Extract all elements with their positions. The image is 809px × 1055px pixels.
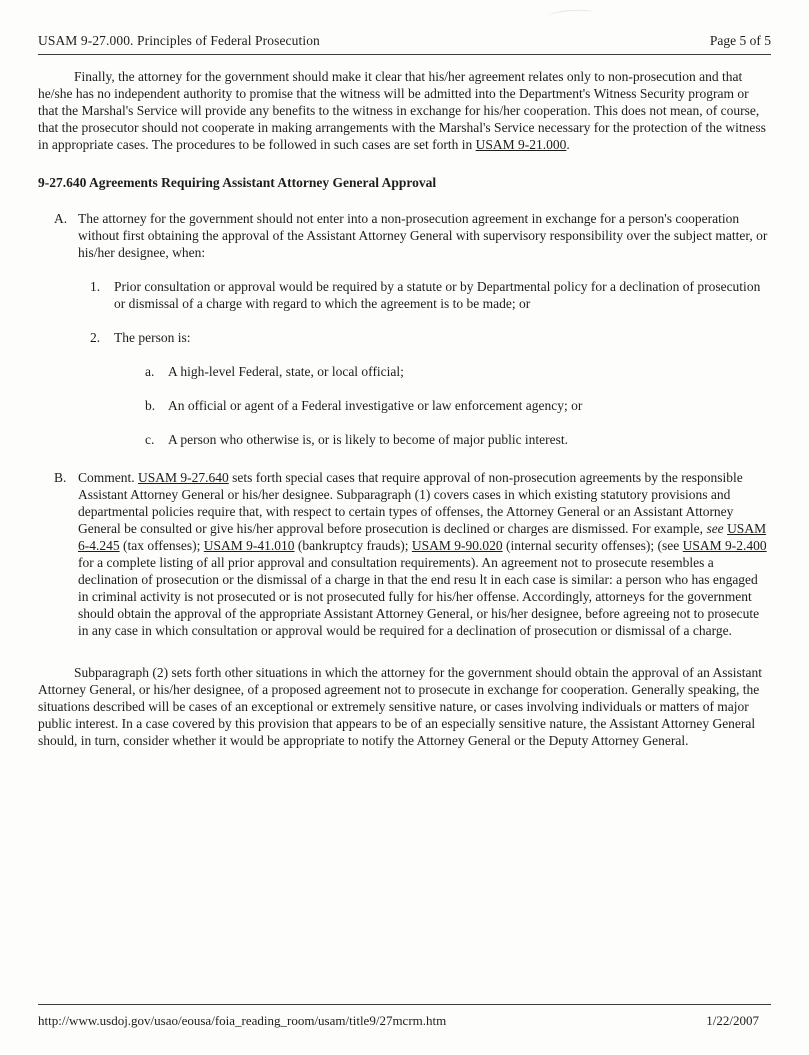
closing-paragraph: Subparagraph (2) sets forth other situations in which the attorney for the government should obtain the approval of an Assistant Attorney General, or his/her designee, of a proposed agreement not to prosecute in exchange for cooperation. Generally speaking, the situations described will be cases of an exceptional or extremely sensitive nature, or cases involving individuals or matters of major public interest. In a case covered by this provision that appears to be of an especially sensitive nature, the Assistant Attorney General should, in turn, consider whether it would be appropriate to notify the Attorney General or the Deputy Attorney General.	[38, 665, 762, 748]
list-item-b	[54, 469, 771, 639]
comment-text: Comment.	[78, 470, 138, 485]
link-usam-9-90-020: USAM 9-90.020	[411, 538, 503, 553]
footer-date: 1/22/2007	[706, 1013, 759, 1028]
outline-list	[54, 191, 771, 639]
intro-text-end: .	[566, 137, 570, 152]
list-marker-b: B.	[54, 470, 67, 485]
page-number: Page 5 of 5	[709, 33, 771, 48]
list-marker-2c: c.	[145, 432, 155, 447]
list-item-2a	[145, 363, 771, 380]
comment-text: for a complete listing of all prior approval and consultation requirements). An agreement not to prosecute resembles a declination of prosecution or the dismissal of a charge in that the end resu lt in each case is similar: a person who has engaged in criminal activity is not prosecuted or is not prosecuted fully for his/her offense. Accordingly, attorneys for the government should obtain the approval of the appropriate Assistant Attorney General, or his/her designee, before agreeing not to prosecute in any case in which consultation or approval would be required for a declination of prosecution or dismissal of a charge.	[78, 555, 760, 638]
link-usam-9-41-010: USAM 9-41.010	[203, 538, 295, 553]
list-item-2-content	[114, 329, 771, 448]
comment-text: (internal security offenses); (see	[502, 538, 683, 553]
page-header	[38, 32, 771, 55]
comment-text: (bankruptcy frauds);	[294, 538, 412, 553]
section-heading: 9-27.640 Agreements Requiring Assistant Attorney General Approval	[38, 175, 437, 190]
intro-paragraph	[38, 68, 771, 153]
link-usam-6-4-245: USAM 6-4.245	[78, 521, 767, 553]
list-item-2	[90, 329, 771, 448]
list-item-a-text: The attorney for the government should not enter into a non-prosecution agreement in exchange for a person's cooperation without first obtaining the approval of the Assistant Attorney General with supervisory responsibility over the subject matter, or his/her designee, when:	[78, 211, 768, 260]
list-item-a-content	[78, 210, 771, 448]
list-item-2a-text: A high-level Federal, state, or local official;	[168, 364, 404, 379]
list-item-2c-text: A person who otherwise is, or is likely to become of major public interest.	[168, 432, 569, 447]
list-marker-a: A.	[54, 211, 68, 226]
list-item-2c	[145, 431, 771, 448]
document-title: USAM 9-27.000. Principles of Federal Prosecution	[38, 33, 320, 48]
list-item-2b-text: An official or agent of a Federal investigative or law enforcement agency; or	[168, 398, 583, 413]
list-marker-2: 2.	[90, 330, 101, 345]
comment-paragraph	[78, 469, 771, 639]
comment-text: sets forth special cases that require approval of non-prosecution agreements by the responsible Assistant Attorney General or his/her designee. Subparagraph (1) covers cases in which existing statutory provisions and departmental policies require that, with respect to certain types of offenses, the Attorney General or an Assistant Attorney General be consulted or give his/her approval before prosecution is declined or charges are dismissed. For example,	[78, 470, 743, 536]
see-italic: see	[706, 521, 724, 536]
page-footer	[38, 1004, 771, 1029]
list-item-a	[54, 210, 771, 448]
list-item-1	[90, 278, 771, 312]
list-item-b-content	[78, 469, 771, 639]
intro-text: Finally, the attorney for the government should make it clear that his/her agreement relates only to non-prosecution and that he/she has no independent authority to promise that the witness will be admitted into the Department's Witness Security program or that the Marshal's Service will provide any benefits to the witness in exchange for his/her cooperation. This does not mean, of course, that the prosecutor should not cooperate in making arrangements with the Marshal's Service necessary for the protection of the witness in appropriate cases. The procedures to be followed in such cases are set forth in	[38, 69, 766, 152]
list-marker-2a: a.	[145, 364, 155, 379]
link-usam-9-2-400: USAM 9-2.400	[682, 538, 767, 553]
comment-text: (tax offenses);	[119, 538, 204, 553]
link-usam-9-21-000: USAM 9-21.000	[475, 137, 567, 152]
link-usam-9-27-640: USAM 9-27.640	[138, 470, 229, 485]
list-item-1-text: Prior consultation or approval would be required by a statute or by Departmental policy for a declination of prosecution or dismissal of a charge with regard to which the agreement is to be made; or	[114, 279, 761, 311]
list-marker-2b: b.	[145, 398, 156, 413]
list-item-2b	[145, 397, 771, 414]
footer-url: http://www.usdoj.gov/usao/eousa/foia_reading_room/usam/title9/27mcrm.htm	[38, 1013, 447, 1028]
list-item-2-text: The person is:	[114, 330, 191, 345]
list-marker-1: 1.	[90, 279, 101, 294]
scan-artifact	[548, 8, 595, 20]
